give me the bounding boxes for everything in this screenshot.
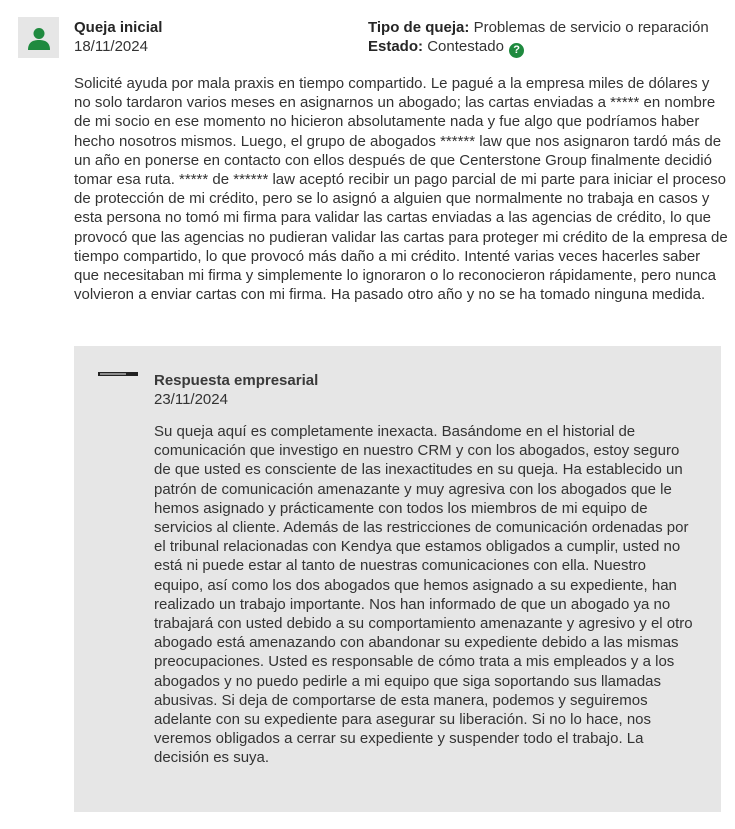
complaint-date: 18/11/2024 xyxy=(74,38,148,55)
complaint-title: Queja inicial xyxy=(74,19,163,36)
business-response xyxy=(74,346,721,812)
status-label: Estado: xyxy=(368,38,424,55)
response-text: Su queja aquí es completamente inexacta. Basándome en el historial de comunicación que investigo en nuestro CRM y con los abogados, estoy seguro de que usted es consciente de las inexactitudes en su queja. Ha establecido un patrón de comunicación amenazante y muy agresiva con los abogados que le hemos asignado y prácticamente con todos los miembros de mi equipo de servicios al cliente. Además de las restricciones de comunicación ordenadas por el tribunal relacionadas con Kendya que estamos obligados a cumplir, usted no está ni puede estar al tanto de nuestras comunicaciones con ella. Nuestro equipo, así como los dos abogados que hemos asignado a su expediente, han realizado un trabajo importante. Nos han informado de que un abogado ya no trabajará con usted debido a su comportamiento amenazante y agresivo y el otro abogado está amenazando con abandonar su expediente debido a las mismas preocupaciones. Usted es responsable de cómo trata a mis empleados y a los abogados y no puedo pedirle a mi equipo que siga soportando sus llamadas abusivas. Si deja de comportarse de esta manera, podemos y seguiremos adelante con su expediente para asegurar su liberación. Si no lo hace, nos veremos obligados a cerrar su expediente y suspender todo el trabajo. La decisión es suya. xyxy=(154,423,693,767)
complaint-type-label: Tipo de queja: xyxy=(368,19,470,36)
complaint-type-block xyxy=(368,18,709,58)
complaint-type-value: Problemas de servicio o reparación xyxy=(473,19,709,36)
business-logo xyxy=(98,371,138,377)
response-title: Respuesta empresarial xyxy=(154,372,319,389)
complaint-header xyxy=(74,18,162,56)
complaint-text: Solicité ayuda por mala praxis en tiempo compartido. Le pagué a la empresa miles de dólares y no solo tardaron varios meses en asignarnos un abogado; las cartas enviadas a ***** en nombre de mi socio en ese momento no hicieron absolutamente nada y fue algo que podríamos haber hecho nosotros mismos. Luego, el grupo de abogados ****** law que nos asignaron tardó más de un año en ponerse en contacto con ellos después de que Centerstone Group finalmente decidió tomar esa ruta. ***** de ****** law aceptó recibir un pago parcial de mi parte para iniciar el proceso de protección de mi crédito, pero se lo asignó a alguien que normalmente no trabaja en casos y esta persona no tomó mi firma para validar las cartas enviadas a las agencias de crédito, lo que provocó que las agencias no pudieran validar las cartas para proteger mi crédito de la empresa de tiempo compartido, lo que provocó más daño a mi crédito. Intenté varias veces hacerles saber que necesitaban mi firma y simplemente lo ignoraron o lo reconocieron rápidamente, pero nunca volvieron a enviar cartas con mi firma. Ha pasado otro año y no se ha tomado ninguna medida. xyxy=(74,75,728,304)
status-value: Contestado xyxy=(427,38,504,55)
avatar xyxy=(18,17,59,58)
question-mark-icon[interactable]: ? xyxy=(509,43,524,58)
response-date: 23/11/2024 xyxy=(154,391,228,408)
user-icon xyxy=(27,26,51,50)
